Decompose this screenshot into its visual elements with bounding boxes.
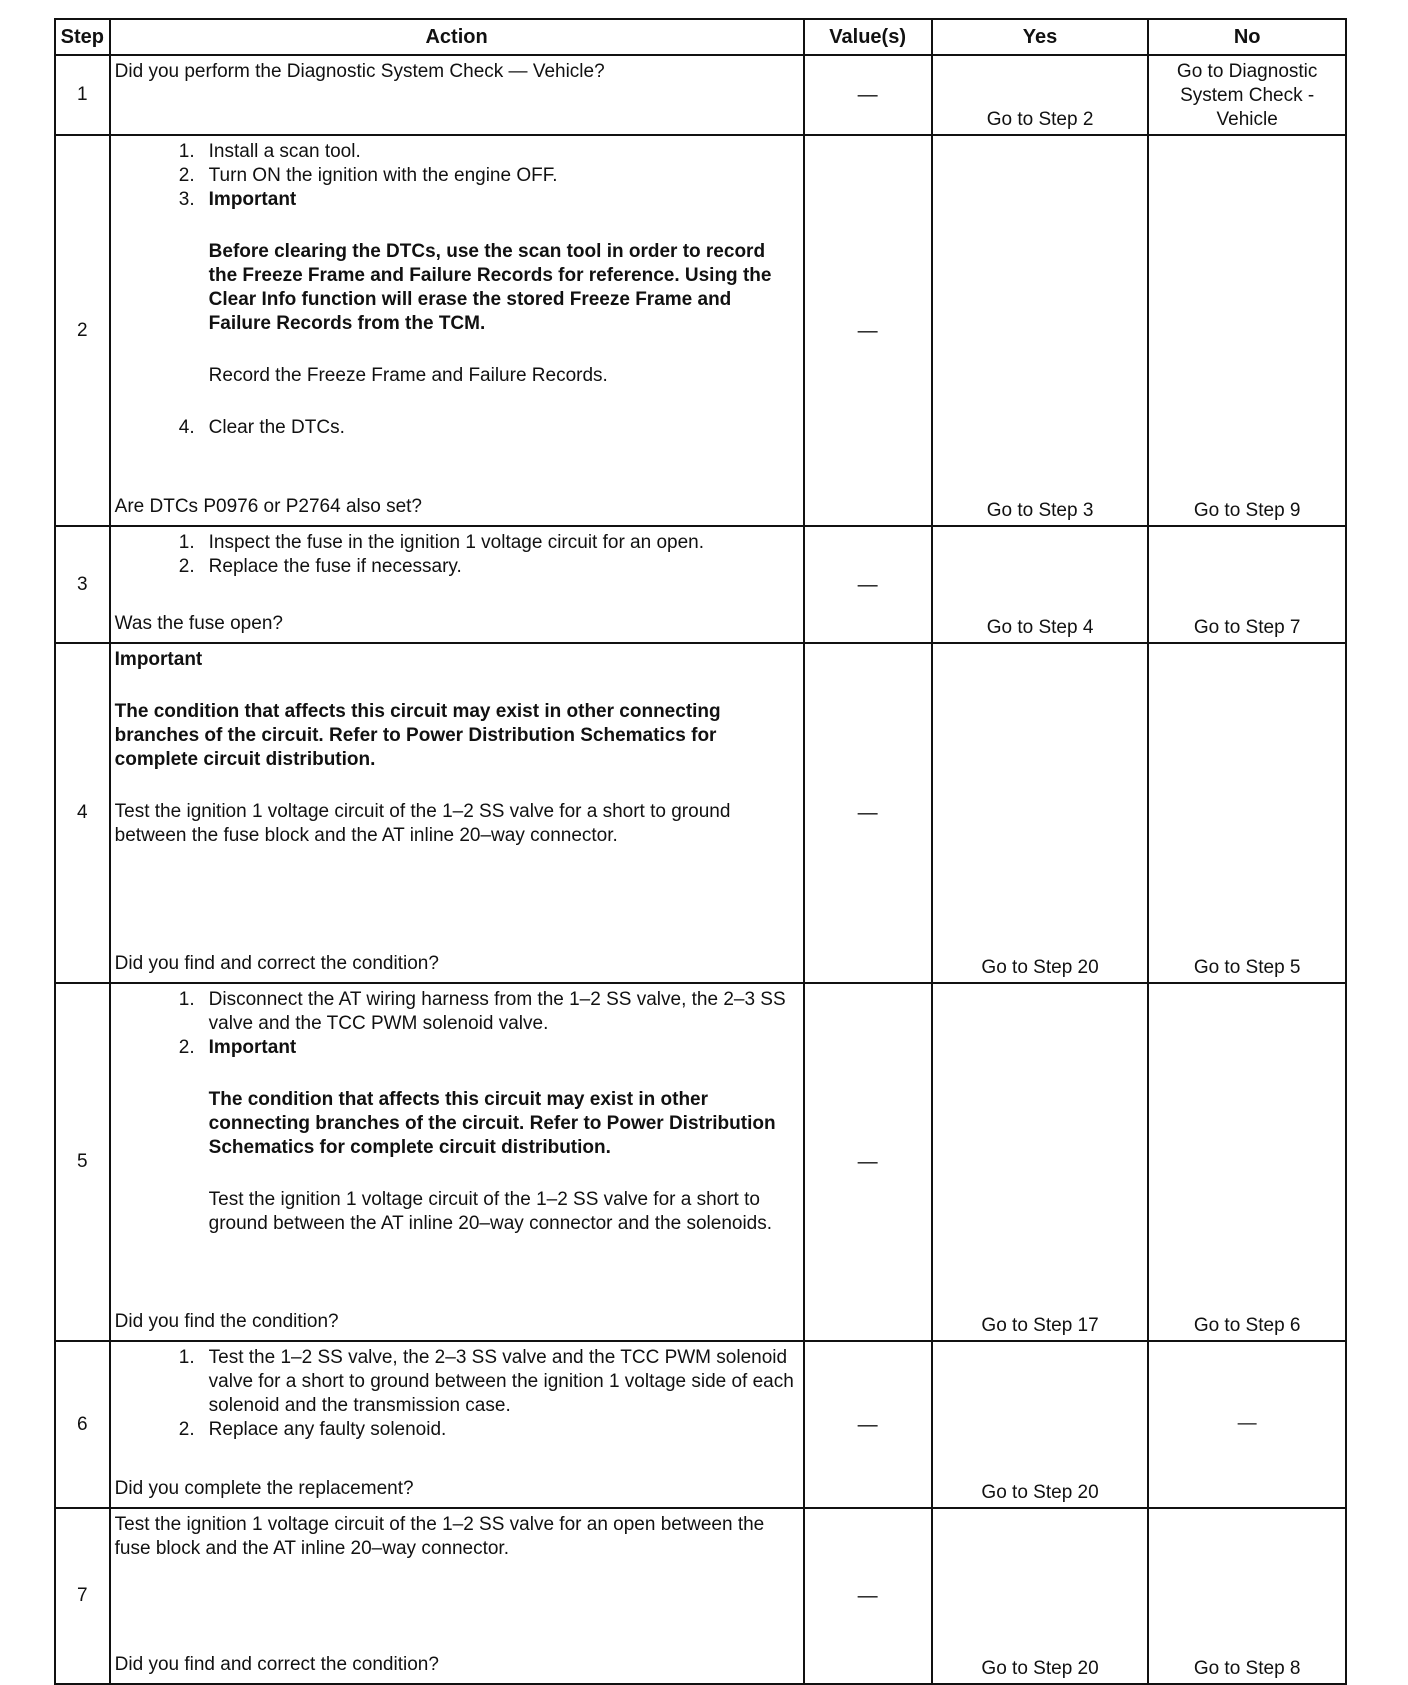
question: Did you find and correct the condition? bbox=[114, 953, 439, 974]
action-cell bbox=[110, 135, 804, 526]
step-number: 4 bbox=[55, 643, 110, 983]
yes-cell: Go to Step 20 bbox=[932, 643, 1149, 983]
list-item: 2. Important bbox=[178, 1037, 297, 1058]
table-row-step-6 bbox=[55, 1341, 1346, 1508]
yes-cell: Go to Step 17 bbox=[932, 983, 1149, 1341]
action-cell bbox=[110, 526, 804, 643]
question: Did you find and correct the condition? bbox=[114, 1654, 439, 1675]
value-cell: — bbox=[804, 643, 932, 983]
table-header-row bbox=[55, 19, 1346, 55]
step-number: 6 bbox=[55, 1341, 110, 1508]
question: Did you complete the replacement? bbox=[114, 1478, 414, 1499]
step-number: 5 bbox=[55, 983, 110, 1341]
action-cell bbox=[110, 55, 804, 135]
no-cell: Go to Step 9 bbox=[1148, 135, 1346, 526]
no-cell: Go to Step 8 bbox=[1148, 1508, 1346, 1684]
no-cell: Go to Step 5 bbox=[1148, 643, 1346, 983]
yes-cell: Go to Step 3 bbox=[932, 135, 1149, 526]
important-note: Before clearing the DTCs, use the scan tool in order to record the Freeze Frame and Failure Records for reference. Using the Clear Info function will erase the stored Freeze Frame and Failure Records from the TCM. bbox=[208, 241, 772, 334]
table-row-step-4 bbox=[55, 643, 1346, 983]
action-cell bbox=[110, 1508, 804, 1684]
table-row-step-5 bbox=[55, 983, 1346, 1341]
question: Are DTCs P0976 or P2764 also set? bbox=[114, 496, 422, 517]
yes-cell: Go to Step 20 bbox=[932, 1508, 1149, 1684]
action-cell bbox=[110, 983, 804, 1341]
value-cell: — bbox=[804, 983, 932, 1341]
value-cell: — bbox=[804, 135, 932, 526]
table-row-step-2 bbox=[55, 135, 1346, 526]
no-cell: — bbox=[1148, 1341, 1346, 1508]
list-item: 1. Install a scan tool. bbox=[178, 141, 361, 162]
action-cell bbox=[110, 643, 804, 983]
no-cell: Go to Step 6 bbox=[1148, 983, 1346, 1341]
yes-cell: Go to Step 4 bbox=[932, 526, 1149, 643]
yes-cell: Go to Step 20 bbox=[932, 1341, 1149, 1508]
value-cell: — bbox=[804, 526, 932, 643]
step-number: 2 bbox=[55, 135, 110, 526]
list-item: 3. Important bbox=[178, 189, 297, 210]
list-item: 2. Turn ON the ignition with the engine OFF. bbox=[178, 165, 558, 186]
list-item: 4. Clear the DTCs. bbox=[178, 417, 345, 438]
table-row-step-1 bbox=[55, 55, 1346, 135]
header-step: Step bbox=[55, 19, 110, 55]
question: Was the fuse open? bbox=[114, 613, 283, 634]
action-cell bbox=[110, 1341, 804, 1508]
important-note: The condition that affects this circuit may exist in other connecting branches of the circuit. Refer to Power Distribution Schematics for complete circuit distribution. bbox=[208, 1089, 776, 1158]
step-number: 3 bbox=[55, 526, 110, 643]
instruction-text: Test the ignition 1 voltage circuit of the 1–2 SS valve for a short to ground between the fuse block and the AT inline 20–way connector. bbox=[114, 801, 731, 846]
step-number: 1 bbox=[55, 55, 110, 135]
table-row-step-3 bbox=[55, 526, 1346, 643]
no-cell: Go to Step 7 bbox=[1148, 526, 1346, 643]
list-item: 1. Inspect the fuse in the ignition 1 voltage circuit for an open. bbox=[178, 532, 705, 553]
instruction-text: Record the Freeze Frame and Failure Records. bbox=[208, 365, 608, 386]
value-cell: — bbox=[804, 55, 932, 135]
header-no: No bbox=[1148, 19, 1346, 55]
important-note: The condition that affects this circuit may exist in other connecting branches of the circuit. Refer to Power Distribution Schematics for complete circuit distribution. bbox=[114, 701, 721, 770]
question: Did you perform the Diagnostic System Check — Vehicle? bbox=[114, 61, 605, 82]
important-title: Important bbox=[114, 649, 203, 670]
value-cell: — bbox=[804, 1341, 932, 1508]
list-item: 1. Disconnect the AT wiring harness from the 1–2 SS valve, the 2–3 SS valve and the TCC PWM solenoid valve. bbox=[178, 989, 786, 1034]
yes-cell: Go to Step 2 bbox=[932, 55, 1149, 135]
header-action: Action bbox=[110, 19, 804, 55]
header-values: Value(s) bbox=[804, 19, 932, 55]
list-item: 1. Test the 1–2 SS valve, the 2–3 SS valve and the TCC PWM solenoid valve for a short to ground between the ignition 1 voltage side of each solenoid and the transmission case. bbox=[178, 1347, 794, 1416]
table-row-step-7 bbox=[55, 1508, 1346, 1684]
step-number: 7 bbox=[55, 1508, 110, 1684]
header-yes: Yes bbox=[932, 19, 1149, 55]
instruction-text: Test the ignition 1 voltage circuit of the 1–2 SS valve for an open between the fuse block and the AT inline 20–way connector. bbox=[114, 1514, 765, 1559]
diagnostic-table bbox=[54, 18, 1347, 1685]
list-item: 2. Replace any faulty solenoid. bbox=[178, 1419, 447, 1440]
no-cell: Go to Diagnostic System Check - Vehicle bbox=[1148, 55, 1346, 135]
list-item: 2. Replace the fuse if necessary. bbox=[178, 556, 462, 577]
question: Did you find the condition? bbox=[114, 1311, 339, 1332]
value-cell: — bbox=[804, 1508, 932, 1684]
instruction-text: Test the ignition 1 voltage circuit of the 1–2 SS valve for a short to ground between the AT inline 20–way connector and the solenoids. bbox=[208, 1189, 773, 1234]
